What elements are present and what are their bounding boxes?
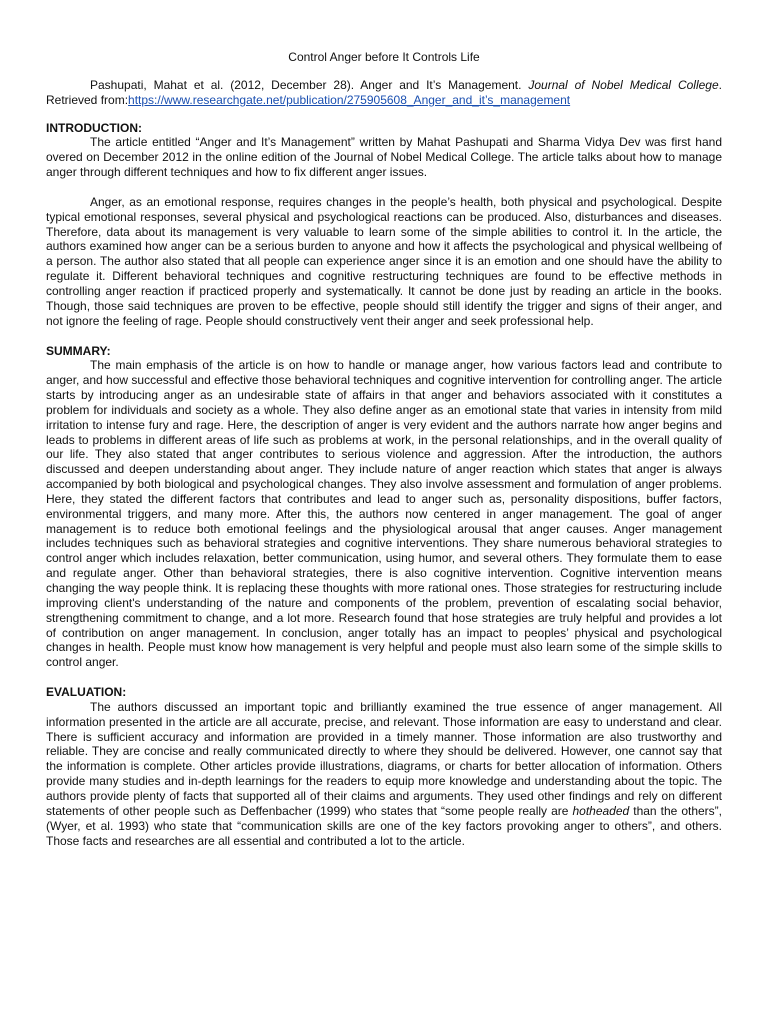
introduction-heading: INTRODUCTION: (46, 120, 142, 135)
introduction-paragraph-2: Anger, as an emotional response, requires changes in the people’s health, both physical and psychological. Despite typical emotional responses, several physical and psychological reactions can be produced. Also, disturbances and diseases. Therefore, data about its management is very valuable to learn some of the simple abilities to control it. In the article, the authors examined how anger can be a serious burden to anyone and how it affects the psychological and physical wellbeing of a person. The author also stated that all people can experience anger since it is an emotion and one should have the ability to regulate it. Different behavioral techniques and cognitive restructuring techniques are found to be effective methods in controlling anger reaction if practiced properly and systematically. It cannot be done just by reading an article in the books. Though, those said techniques are proven to be effective, people should still identify the trigger and signs of their anger, and not ignore the feeling of rage. People should constructively vent their anger and seek professional help. (46, 194, 722, 328)
document-page (46, 50, 722, 863)
summary-paragraph: The main emphasis of the article is on how to handle or manage anger, how various factors lead and contribute to anger, and how successful and effective those behavioral techniques and cognitive intervention for controlling anger. The article starts by introducing anger as an undesirable state of affairs in that anger and behaviors associated with it constitutes a problem for individuals and society as a whole. They also define anger as an emotional state that varies in intensity from mild irritation to intense fury and rage. Here, the description of anger is very evident and the authors narrate how anger begins and leads to problems in different areas of life such as problems at work, in the personal relationships, and in the overall quality of our life. They also stated that anger contributes to serious violence and aggression. After the introduction, the authors discussed and deepen understanding about anger. They include nature of anger reaction which states that anger is always accompanied by both biological and psychological changes. They also involve assessment and formulation of anger problems. Here, they stated the different factors that contributes and lead to anger such as, personality dispositions, buffer factors, environmental triggers, and many more. After this, the authors now centered in anger management. The goal of anger management is to reduce both emotional feelings and the physiological arousal that anger causes. Anger management includes techniques such as behavioral strategies and cognitive interventions. They share numerous behavioral strategies to control anger which includes relaxation, better communication, using humor, and several others. They formulate them to ease and regulate anger. Other than behavioral strategies, there is also cognitive intervention. Cognitive intervention means changing the way people think. It is replacing these thoughts with more rational ones. Those strategies for restructuring include improving client's understanding of the nature and components of the problem, prevention of escalating social behavior, strengthening commitment to change, and a lot more. Research found that hose strategies are truly helpful and provides a lot of contribution on anger management. In conclusion, anger totally has an impact to peoples’ physical and psychological changes in health. People must know how management is very helpful and people must also learn some of the simple skills to control anger. (46, 358, 722, 670)
document-title: Control Anger before It Controls Life (288, 50, 480, 64)
evaluation-italic-term: hotheaded (572, 803, 630, 818)
introduction-paragraph-1: The article entitled “Anger and It’s Management” written by Mahat Pashupati and Sharma Vidya Dev was first hand overed on December 2012 in the online edition of the Journal of Nobel Medical College. The article talks about how to manage anger through different techniques and how to fix different anger issues. (46, 135, 722, 180)
citation-retrieved: . Retrieved from: (46, 77, 722, 107)
summary-heading: SUMMARY: (46, 343, 111, 358)
evaluation-text-2: than the others”, (Wyer, et al. 1993) who state that “communication skills are one of the key factors provoking anger to others”, and others. Those facts and researches are all essential and contributed a lot to the article. (46, 803, 722, 848)
evaluation-heading: EVALUATION: (46, 685, 127, 700)
evaluation-paragraph (46, 700, 722, 848)
citation (46, 78, 722, 108)
citation-journal: Journal of Nobel Medical College (528, 77, 719, 92)
evaluation-text-1: The authors discussed an important topic and brilliantly examined the true essence of anger management. All information presented in the article are all accurate, precise, and relevant. Those information are easy to understand and clear. There is sufficient accuracy and information are provided in a timely manner. Those information are also trustworthy and reliable. They are concise and really communicated directly to where they should be delivered. However, one cannot say that the information is complete. Other articles provide illustrations, diagrams, or charts for better allocation of information. Others provide many studies and in-depth learnings for the readers to equip more knowledge and understanding about the topic. The authors provide plenty of facts that supported all of their claims and arguments. They used other findings and rely on different statements of other people such as Deffenbacher (1999) who states that “some people really are (46, 699, 722, 818)
citation-link[interactable]: https://www.researchgate.net/publication/275905608_Anger_and_it’s_management (128, 92, 571, 107)
citation-text: Pashupati, Mahat et al. (2012, December 28). Anger and It’s Management. (90, 77, 529, 92)
